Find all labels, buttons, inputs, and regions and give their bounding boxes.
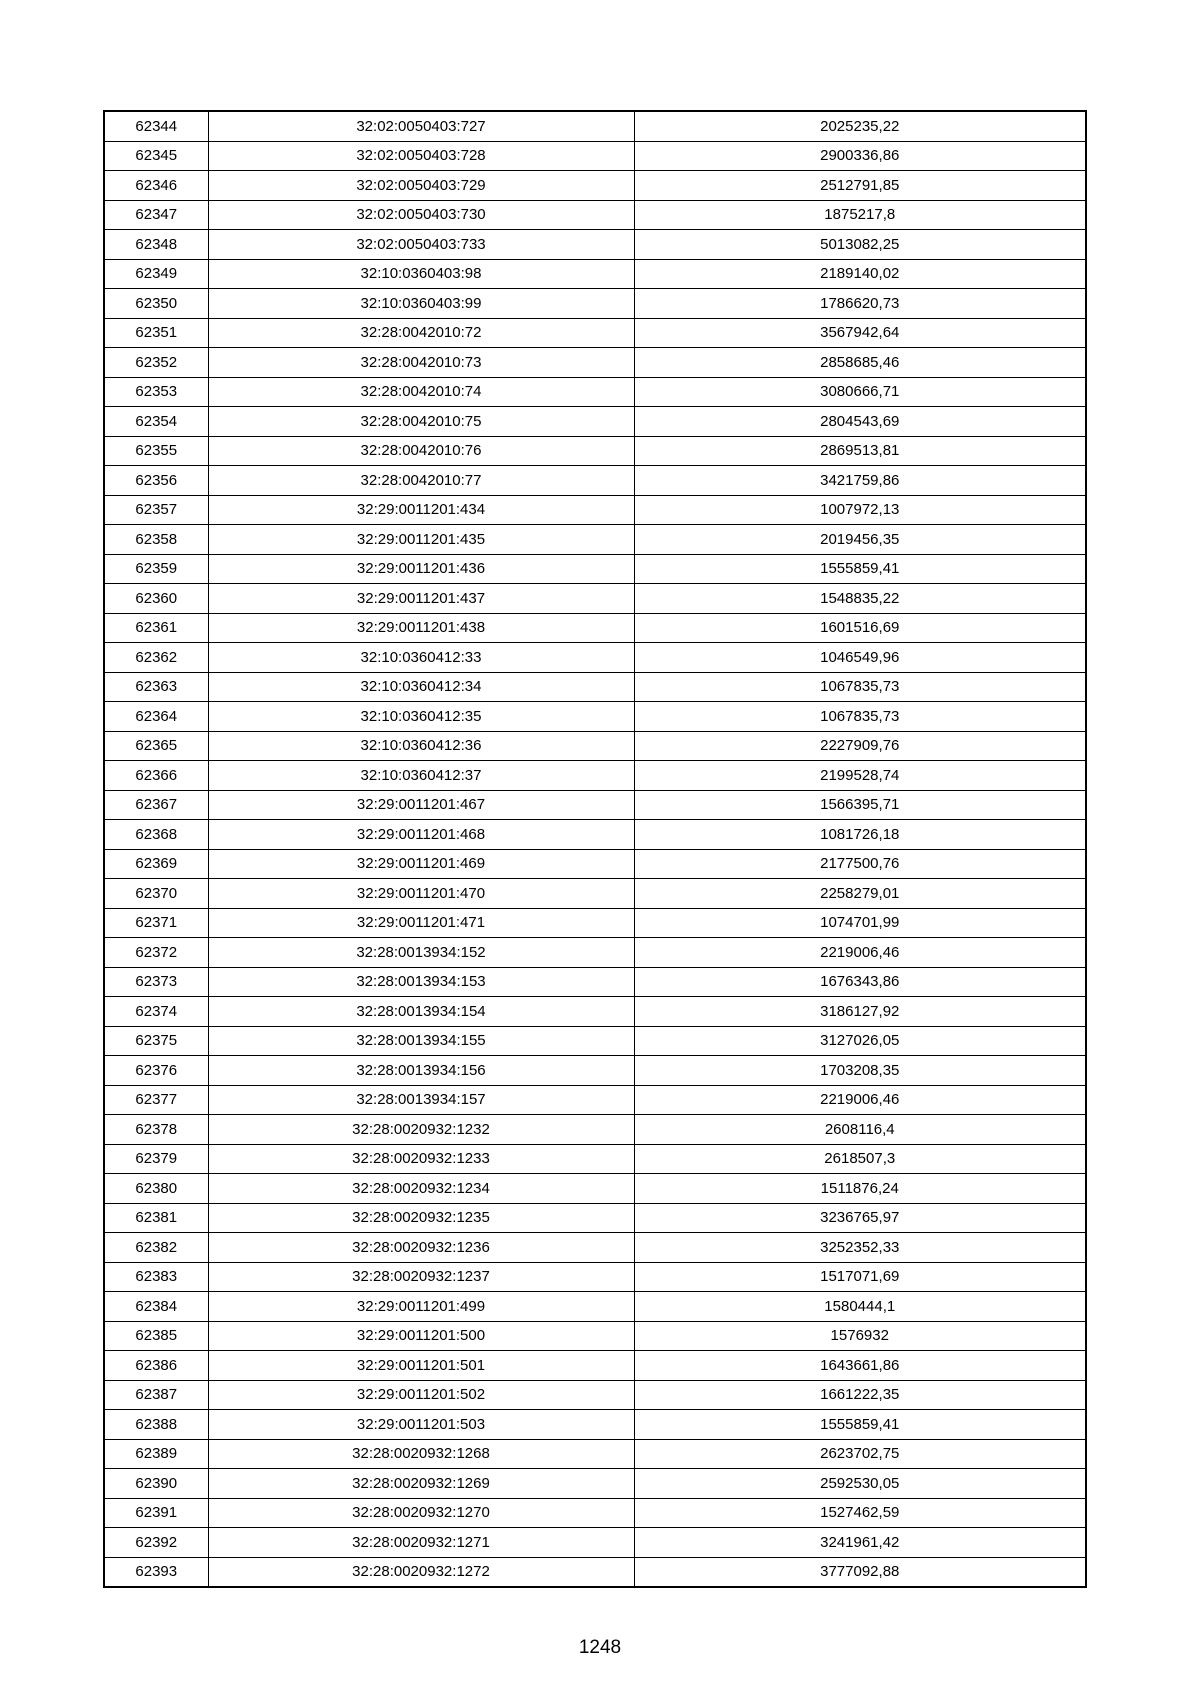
row-number-cell: 62349	[104, 259, 208, 289]
row-number-cell: 62379	[104, 1144, 208, 1174]
row-number-cell: 62376	[104, 1056, 208, 1086]
data-table	[103, 110, 1087, 1588]
row-number-cell: 62363	[104, 672, 208, 702]
value-cell: 3567942,64	[634, 318, 1086, 348]
table-row	[104, 1115, 1086, 1145]
table-row	[104, 613, 1086, 643]
value-cell: 2869513,81	[634, 436, 1086, 466]
value-cell: 1661222,35	[634, 1380, 1086, 1410]
table-row	[104, 1174, 1086, 1204]
row-number-cell: 62361	[104, 613, 208, 643]
value-cell: 1548835,22	[634, 584, 1086, 614]
table-row	[104, 1056, 1086, 1086]
cadastral-number-cell: 32:10:0360412:33	[208, 643, 634, 673]
cadastral-number-cell: 32:10:0360412:34	[208, 672, 634, 702]
value-cell: 2227909,76	[634, 731, 1086, 761]
cadastral-number-cell: 32:29:0011201:471	[208, 908, 634, 938]
cadastral-number-cell: 32:28:0013934:155	[208, 1026, 634, 1056]
cadastral-number-cell: 32:02:0050403:729	[208, 171, 634, 201]
row-number-cell: 62369	[104, 849, 208, 879]
value-cell: 1555859,41	[634, 554, 1086, 584]
table-row	[104, 908, 1086, 938]
value-cell: 3421759,86	[634, 466, 1086, 496]
table-row	[104, 584, 1086, 614]
value-cell: 2900336,86	[634, 141, 1086, 171]
row-number-cell: 62353	[104, 377, 208, 407]
value-cell: 1786620,73	[634, 289, 1086, 319]
value-cell: 2512791,85	[634, 171, 1086, 201]
value-cell: 2258279,01	[634, 879, 1086, 909]
cadastral-number-cell: 32:28:0020932:1234	[208, 1174, 634, 1204]
value-cell: 3186127,92	[634, 997, 1086, 1027]
value-cell: 1067835,73	[634, 702, 1086, 732]
table-row	[104, 318, 1086, 348]
table-row	[104, 1026, 1086, 1056]
value-cell: 2608116,4	[634, 1115, 1086, 1145]
cadastral-number-cell: 32:02:0050403:727	[208, 111, 634, 141]
table-row	[104, 1410, 1086, 1440]
table-row	[104, 1321, 1086, 1351]
cadastral-number-cell: 32:28:0013934:154	[208, 997, 634, 1027]
value-cell: 2592530,05	[634, 1469, 1086, 1499]
value-cell: 2189140,02	[634, 259, 1086, 289]
value-cell: 1527462,59	[634, 1498, 1086, 1528]
value-cell: 1007972,13	[634, 495, 1086, 525]
row-number-cell: 62351	[104, 318, 208, 348]
value-cell: 3080666,71	[634, 377, 1086, 407]
row-number-cell: 62358	[104, 525, 208, 555]
cadastral-number-cell: 32:10:0360403:99	[208, 289, 634, 319]
table-row	[104, 230, 1086, 260]
row-number-cell: 62381	[104, 1203, 208, 1233]
table-row	[104, 702, 1086, 732]
value-cell: 1555859,41	[634, 1410, 1086, 1440]
table-row	[104, 495, 1086, 525]
table-row	[104, 1203, 1086, 1233]
page-number: 1248	[578, 1637, 622, 1658]
table-row	[104, 1144, 1086, 1174]
table-row	[104, 761, 1086, 791]
cadastral-number-cell: 32:29:0011201:500	[208, 1321, 634, 1351]
value-cell: 1081726,18	[634, 820, 1086, 850]
row-number-cell: 62386	[104, 1351, 208, 1381]
cadastral-number-cell: 32:28:0042010:75	[208, 407, 634, 437]
value-cell: 1643661,86	[634, 1351, 1086, 1381]
row-number-cell: 62365	[104, 731, 208, 761]
cadastral-number-cell: 32:29:0011201:501	[208, 1351, 634, 1381]
cadastral-number-cell: 32:29:0011201:435	[208, 525, 634, 555]
value-cell: 2025235,22	[634, 111, 1086, 141]
value-cell: 2019456,35	[634, 525, 1086, 555]
value-cell: 2623702,75	[634, 1439, 1086, 1469]
table-row	[104, 1233, 1086, 1263]
table-row	[104, 731, 1086, 761]
table-row	[104, 554, 1086, 584]
table-row	[104, 259, 1086, 289]
row-number-cell: 62368	[104, 820, 208, 850]
row-number-cell: 62387	[104, 1380, 208, 1410]
value-cell: 2219006,46	[634, 938, 1086, 968]
cadastral-number-cell: 32:10:0360412:35	[208, 702, 634, 732]
cadastral-number-cell: 32:28:0020932:1272	[208, 1557, 634, 1587]
table-row	[104, 997, 1086, 1027]
cadastral-number-cell: 32:28:0020932:1270	[208, 1498, 634, 1528]
row-number-cell: 62367	[104, 790, 208, 820]
table-row	[104, 820, 1086, 850]
value-cell: 1576932	[634, 1321, 1086, 1351]
cadastral-number-cell: 32:28:0020932:1269	[208, 1469, 634, 1499]
table-row	[104, 643, 1086, 673]
cadastral-number-cell: 32:28:0042010:76	[208, 436, 634, 466]
cadastral-number-cell: 32:28:0020932:1233	[208, 1144, 634, 1174]
value-cell: 3127026,05	[634, 1026, 1086, 1056]
cadastral-number-cell: 32:28:0013934:153	[208, 967, 634, 997]
row-number-cell: 62359	[104, 554, 208, 584]
row-number-cell: 62375	[104, 1026, 208, 1056]
cadastral-number-cell: 32:29:0011201:499	[208, 1292, 634, 1322]
row-number-cell: 62345	[104, 141, 208, 171]
cadastral-number-cell: 32:29:0011201:437	[208, 584, 634, 614]
row-number-cell: 62355	[104, 436, 208, 466]
row-number-cell: 62378	[104, 1115, 208, 1145]
cadastral-number-cell: 32:28:0020932:1271	[208, 1528, 634, 1558]
data-table-container	[103, 110, 1087, 1588]
value-cell: 1517071,69	[634, 1262, 1086, 1292]
row-number-cell: 62352	[104, 348, 208, 378]
cadastral-number-cell: 32:29:0011201:469	[208, 849, 634, 879]
row-number-cell: 62382	[104, 1233, 208, 1263]
value-cell: 2199528,74	[634, 761, 1086, 791]
row-number-cell: 62356	[104, 466, 208, 496]
row-number-cell: 62372	[104, 938, 208, 968]
table-row	[104, 1380, 1086, 1410]
table-row	[104, 879, 1086, 909]
row-number-cell: 62366	[104, 761, 208, 791]
table-row	[104, 466, 1086, 496]
table-row	[104, 348, 1086, 378]
cadastral-number-cell: 32:28:0020932:1268	[208, 1439, 634, 1469]
table-row	[104, 1469, 1086, 1499]
cadastral-number-cell: 32:29:0011201:503	[208, 1410, 634, 1440]
value-cell: 3241961,42	[634, 1528, 1086, 1558]
value-cell: 3236765,97	[634, 1203, 1086, 1233]
row-number-cell: 62364	[104, 702, 208, 732]
row-number-cell: 62371	[104, 908, 208, 938]
cadastral-number-cell: 32:29:0011201:502	[208, 1380, 634, 1410]
value-cell: 1067835,73	[634, 672, 1086, 702]
row-number-cell: 62392	[104, 1528, 208, 1558]
value-cell: 1875217,8	[634, 200, 1086, 230]
value-cell: 2804543,69	[634, 407, 1086, 437]
cadastral-number-cell: 32:28:0013934:156	[208, 1056, 634, 1086]
cadastral-number-cell: 32:02:0050403:730	[208, 200, 634, 230]
cadastral-number-cell: 32:28:0020932:1236	[208, 1233, 634, 1263]
table-row	[104, 407, 1086, 437]
table-row	[104, 111, 1086, 141]
value-cell: 1046549,96	[634, 643, 1086, 673]
row-number-cell: 62360	[104, 584, 208, 614]
table-row	[104, 171, 1086, 201]
table-body	[104, 111, 1086, 1587]
value-cell: 2219006,46	[634, 1085, 1086, 1115]
row-number-cell: 62380	[104, 1174, 208, 1204]
value-cell: 2618507,3	[634, 1144, 1086, 1174]
value-cell: 1601516,69	[634, 613, 1086, 643]
value-cell: 5013082,25	[634, 230, 1086, 260]
cadastral-number-cell: 32:29:0011201:434	[208, 495, 634, 525]
value-cell: 3777092,88	[634, 1557, 1086, 1587]
row-number-cell: 62347	[104, 200, 208, 230]
row-number-cell: 62348	[104, 230, 208, 260]
table-row	[104, 1262, 1086, 1292]
cadastral-number-cell: 32:29:0011201:438	[208, 613, 634, 643]
cadastral-number-cell: 32:29:0011201:436	[208, 554, 634, 584]
cadastral-number-cell: 32:28:0042010:72	[208, 318, 634, 348]
table-row	[104, 1557, 1086, 1587]
row-number-cell: 62370	[104, 879, 208, 909]
table-row	[104, 938, 1086, 968]
table-row	[104, 1085, 1086, 1115]
table-row	[104, 1292, 1086, 1322]
cadastral-number-cell: 32:28:0042010:73	[208, 348, 634, 378]
table-row	[104, 1528, 1086, 1558]
cadastral-number-cell: 32:10:0360412:37	[208, 761, 634, 791]
table-row	[104, 1498, 1086, 1528]
row-number-cell: 62388	[104, 1410, 208, 1440]
row-number-cell: 62393	[104, 1557, 208, 1587]
value-cell: 3252352,33	[634, 1233, 1086, 1263]
row-number-cell: 62383	[104, 1262, 208, 1292]
table-row	[104, 967, 1086, 997]
cadastral-number-cell: 32:28:0020932:1235	[208, 1203, 634, 1233]
row-number-cell: 62389	[104, 1439, 208, 1469]
value-cell: 1074701,99	[634, 908, 1086, 938]
cadastral-number-cell: 32:28:0013934:152	[208, 938, 634, 968]
table-row	[104, 1351, 1086, 1381]
table-row	[104, 200, 1086, 230]
row-number-cell: 62384	[104, 1292, 208, 1322]
row-number-cell: 62385	[104, 1321, 208, 1351]
cadastral-number-cell: 32:28:0020932:1237	[208, 1262, 634, 1292]
value-cell: 2177500,76	[634, 849, 1086, 879]
value-cell: 1566395,71	[634, 790, 1086, 820]
row-number-cell: 62362	[104, 643, 208, 673]
table-row	[104, 849, 1086, 879]
table-row	[104, 289, 1086, 319]
table-row	[104, 525, 1086, 555]
row-number-cell: 62346	[104, 171, 208, 201]
cadastral-number-cell: 32:28:0042010:74	[208, 377, 634, 407]
cadastral-number-cell: 32:28:0042010:77	[208, 466, 634, 496]
value-cell: 1580444,1	[634, 1292, 1086, 1322]
cadastral-number-cell: 32:02:0050403:728	[208, 141, 634, 171]
row-number-cell: 62377	[104, 1085, 208, 1115]
cadastral-number-cell: 32:02:0050403:733	[208, 230, 634, 260]
cadastral-number-cell: 32:29:0011201:468	[208, 820, 634, 850]
cadastral-number-cell: 32:28:0020932:1232	[208, 1115, 634, 1145]
table-row	[104, 672, 1086, 702]
row-number-cell: 62357	[104, 495, 208, 525]
value-cell: 1703208,35	[634, 1056, 1086, 1086]
cadastral-number-cell: 32:28:0013934:157	[208, 1085, 634, 1115]
value-cell: 2858685,46	[634, 348, 1086, 378]
table-row	[104, 377, 1086, 407]
row-number-cell: 62390	[104, 1469, 208, 1499]
table-row	[104, 436, 1086, 466]
cadastral-number-cell: 32:10:0360412:36	[208, 731, 634, 761]
cadastral-number-cell: 32:29:0011201:467	[208, 790, 634, 820]
row-number-cell: 62344	[104, 111, 208, 141]
cadastral-number-cell: 32:10:0360403:98	[208, 259, 634, 289]
value-cell: 1511876,24	[634, 1174, 1086, 1204]
table-row	[104, 141, 1086, 171]
row-number-cell: 62354	[104, 407, 208, 437]
row-number-cell: 62373	[104, 967, 208, 997]
row-number-cell: 62374	[104, 997, 208, 1027]
table-row	[104, 790, 1086, 820]
row-number-cell: 62350	[104, 289, 208, 319]
cadastral-number-cell: 32:29:0011201:470	[208, 879, 634, 909]
value-cell: 1676343,86	[634, 967, 1086, 997]
row-number-cell: 62391	[104, 1498, 208, 1528]
table-row	[104, 1439, 1086, 1469]
